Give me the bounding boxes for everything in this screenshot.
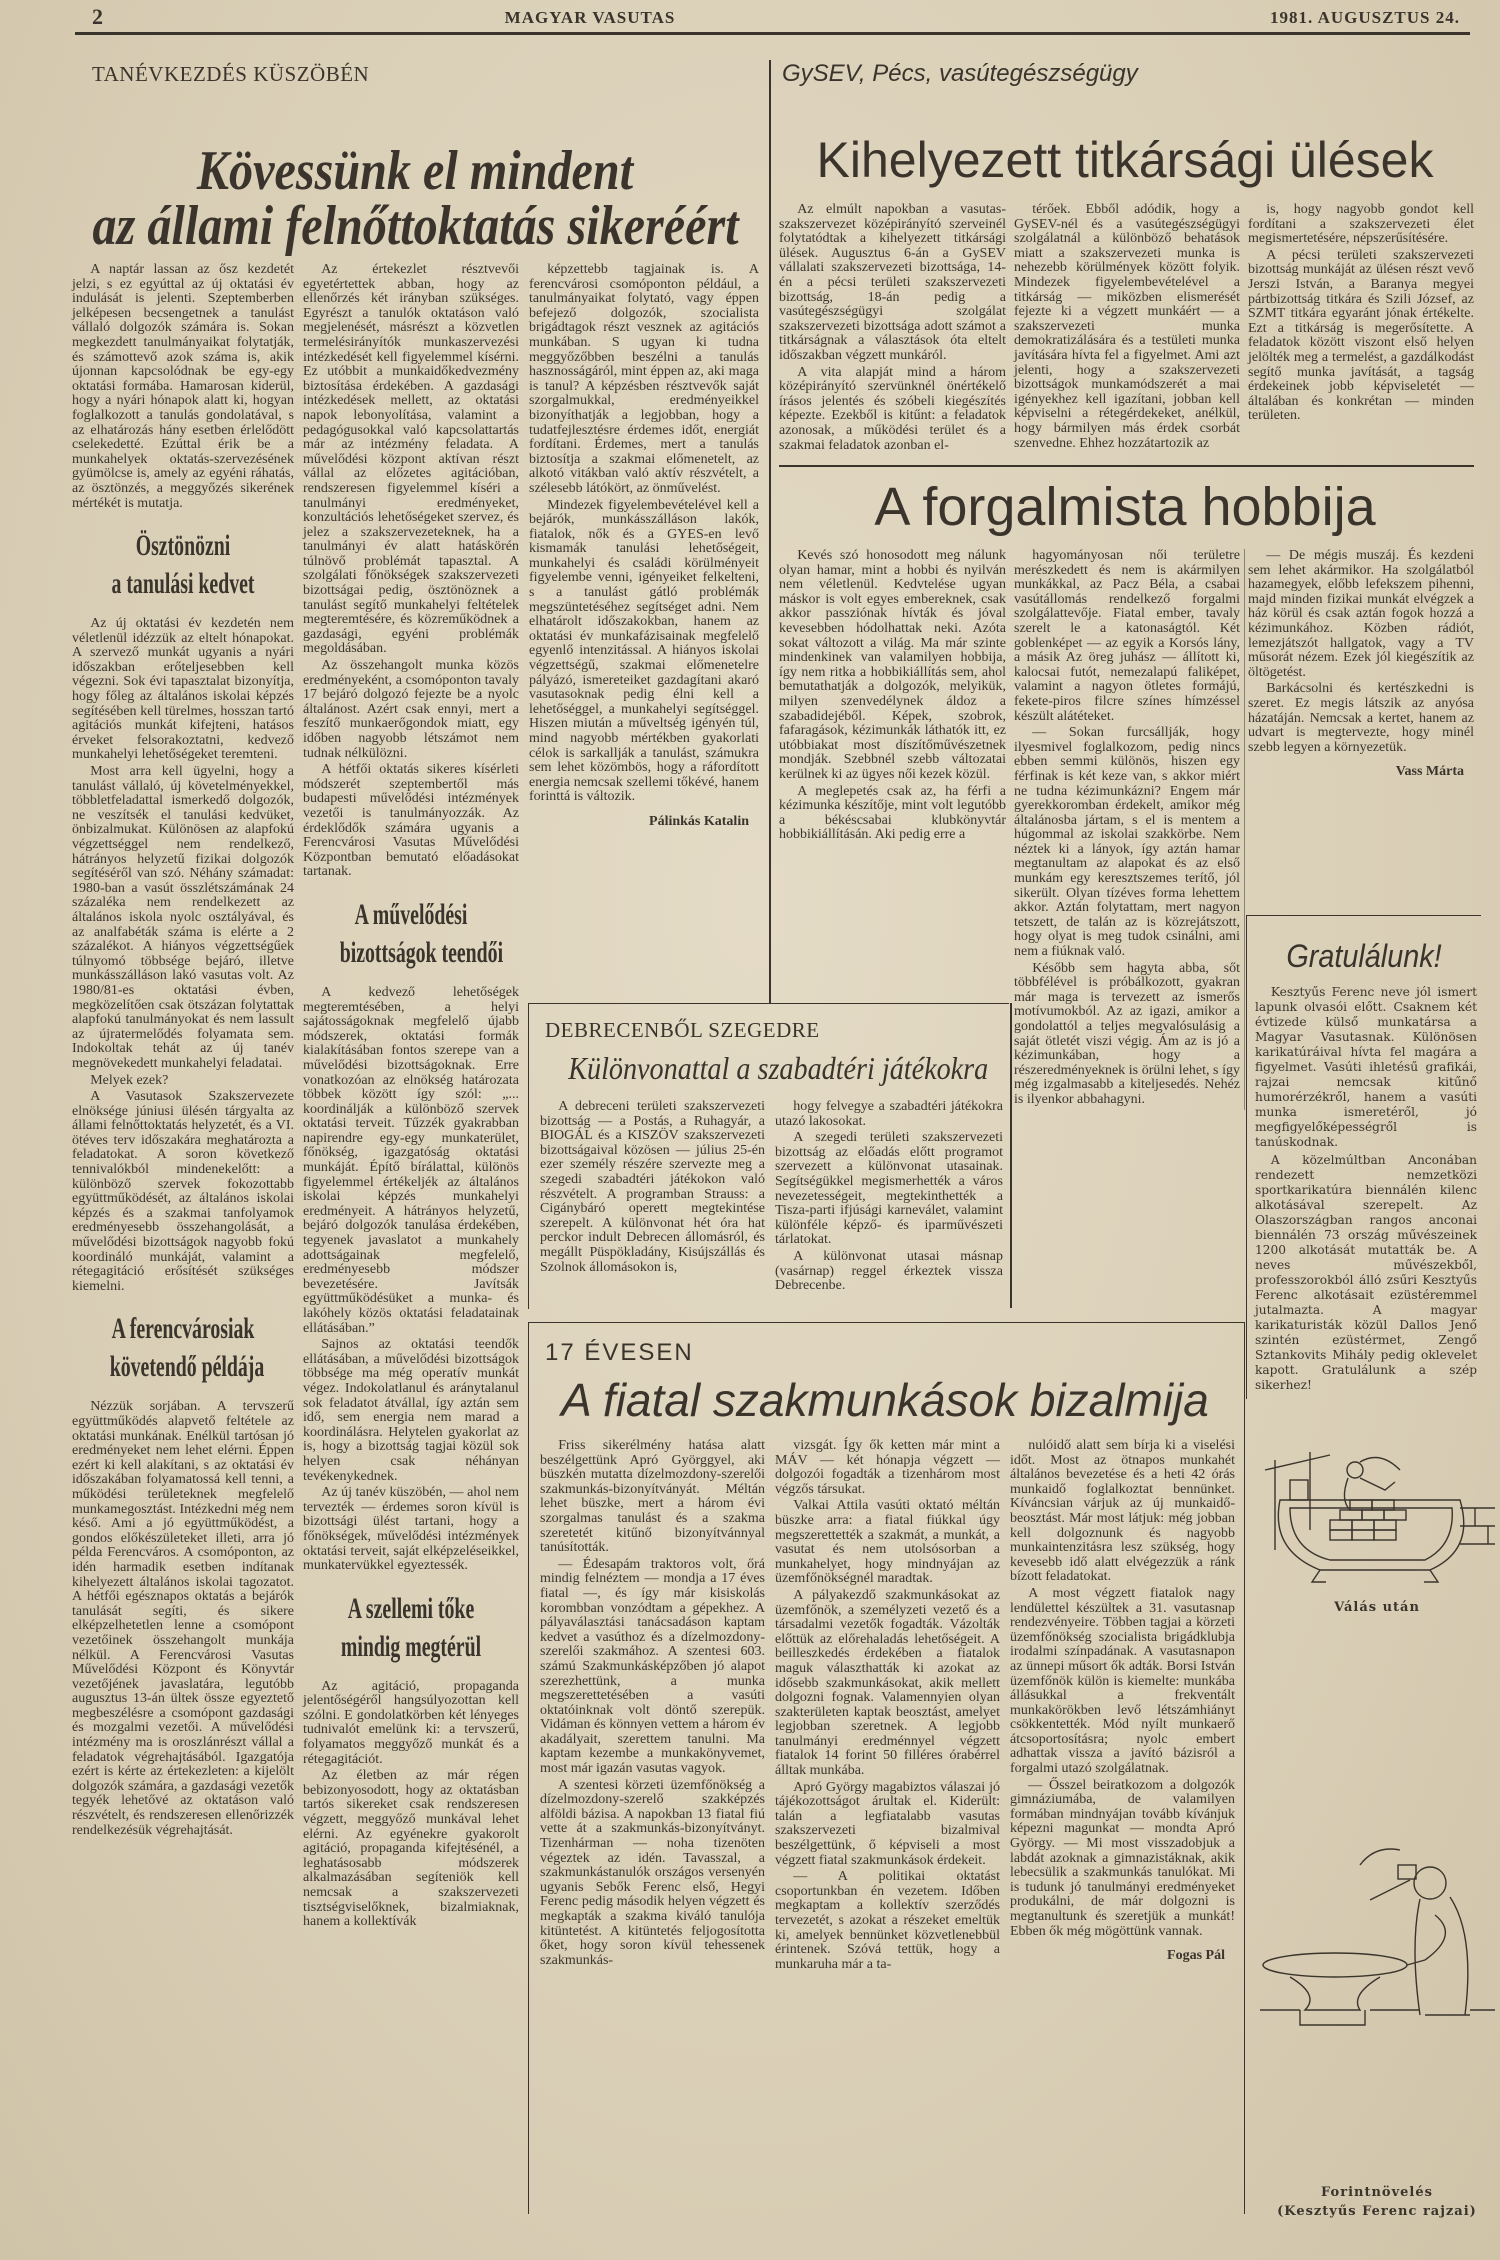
section-rule	[779, 465, 1474, 467]
subheading-line: mindig megtérül	[340, 1629, 482, 1663]
issue-date: 1981. AUGUSZTUS 24.	[1270, 8, 1460, 27]
tanev-kicker: TANÉVKEZDÉS KÜSZÖBÉN	[92, 62, 370, 86]
paragraph: Nézzük sorjában. A tervszerű együttműködés alapvető feltétele az oktatási munkának. Enélkül tartósan jó eredményeket nem lehet elérni. Éppen ezért ki kell alakítani, s az oktatási év időszakában folyamatossá kell tenni, a működési területeknek megfelelő munkamegosztást. Intézkedni még nem késő. Ami a jó együttműködést, a gondos előkészületeket illeti, arra jó példa Ferencváros. A csomóponton, az idén harmadik esetben indítanak kihelyezett általános iskolai tagozatot. A hétfői egésznapos oktatás a bejárók tanulását segíti, és sikere elképzelhetetlen lenne a csomópont vezetőinek összehangolt munkája nélkül. A Ferencvárosi Vasutas Művelődési Központ és Könyvtár vezetőjének javaslatára, legutóbb augusztus 13-án ültek össze egyeztető megbeszélésre a csomópont gazdasági és mozgalmi vezetői. A művelődési intézmény ma is oroszlánrészt vállal a feladatok végrehajtásából. Igazgatója ezért is kérte az értekezleten: a kijelölt dolgozók számára, a gazdasági vezetők tegyék lehetővé az oktatáson való részvételt, és rendszeresen ellenőrizzék rendelkezésük végrehajtását.	[72, 1399, 294, 1838]
blacksmith-coin-cartoon	[1260, 1825, 1495, 2035]
paragraph: Melyek ezek?	[90, 1072, 169, 1088]
debrecen-column-1	[540, 1100, 765, 1277]
paragraph: A hétfői oktatás sikeres kísérleti módszerét szeptembertől más budapesti művelődési intézmények vezetői is tanulmányozzák. Az érdeklődők számára ugyanis a Ferencvárosi Vasutas Művelődési Központban bemutató előadásokat tartanak.	[303, 762, 519, 880]
subheading	[339, 896, 504, 972]
byline: Pálinkás Katalin	[649, 813, 749, 829]
evesen-column-2	[775, 1439, 1000, 1974]
hobbi-column-2	[1014, 549, 1240, 1110]
paragraph: Sajnos az oktatási teendők ellátásában, a művelődési bizottságok többsége ma még operatív munkát végez. Indokolatlanul és aránytalanul sok feladatot átvállal, így aztán sem idő, sem energia nem marad a koordinálásra. Helytelen gyakorlat az is, hogy a bizottság tagjai közül sok helyen csak néhányan tevékenykednek.	[303, 1337, 519, 1484]
paragraph: Mindezek figyelembevételével kell a bejárók, munkásszálláson lakók, fiatalok, nők és a GYES-en levő kismamák tanulási lehetőségeit, munkahelyi és családi körülményeit figyelembe venni, igényeiket felkelteni, s a tanulást gátló problémák megszüntetéséhez segítséget adni. Nem elhatárolt időszakokban, hanem az oktatási év munkafázisainak megfelelő egyenlő intenzitással. A hiányos iskolai végzettségű, szakmai előmenetelre pályázó, ismereteiket gazdagítani akaró vasutasoknak pedig élni kell a lehetőséggel, a munkahelyi segítséggel. Hiszen miután a műveltség igényén túl, mind nagyobb mértékben gyakorlati célok is sarkallják a tanulást, számukra sem lehet közömbös, hogy a ráfordított energia nemcsak szellemi tőkévé, hanem forinttá is változik.	[529, 497, 759, 805]
debrecen-headline: Különvonattal a szabadtéri játékokra	[568, 1050, 989, 1086]
paragraph: A közelmúltban Anconában rendezett nemzetközi sportkarikatúra biennálén kilenc alkotásával szerepelt. Az Olaszországban rangos anconai biennálén 73 ország művészeinek 1200 alkotását mutatták be. A neves művészekből, professzorokból álló zsűri Kesztyűs Ferenc alkotásait ezüstéremmel jutalmazta. A magyar karikaturisták közül Dallos Jenő szintén ezüstérmet, Zengő Sztankovits Mihály pedig oklevelet kapott. Gratulálunk a szép sikerhez!	[1255, 1153, 1477, 1392]
paragraph: — Ősszel beiratkozom a dolgozók gimnáziumába, de valamilyen formában mindnyájan tovább kívánjuk képezni magunkat — mondta Apró György. — Mi most visszadobjuk a labdát azoknak a gimnazistáknak, akik lebecsülik a szakmunkás tanulókat. Mi is tudunk jó tanulmányi eredményeket produkálni, de már dolgozni is megtanultunk és szeretjük a munkát! Ebben ők még mögöttünk vannak.	[1010, 1777, 1235, 1939]
subheading-line: A szellemi tőke	[347, 1591, 475, 1625]
gysev-kicker: GySEV, Pécs, vasútegészségügy	[782, 60, 1138, 87]
cartoon-credit: (Kesztyűs Ferenc rajzai)	[1277, 2204, 1477, 2219]
subheading	[110, 527, 257, 603]
masthead-rule	[75, 32, 1470, 35]
paragraph: Kesztyűs Ferenc neve jól ismert lapunk olvasói előtt. Csaknem két évtizede külső munkatársa a Magyar Vasutasnak. Különösen karikatúráival hívta fel magára a figyelmet. Vasúti ihletésű grafikái, rajzai nemcsak kitűnő humorérzékről, hanem a vasúti munka ismeretéről, jó megfigyelőképességről is tanúskodnak.	[1255, 985, 1477, 1149]
debrecen-divider	[1010, 1003, 1012, 1308]
subheading-line: A művelődési	[354, 897, 468, 931]
tanev-headline-line1: Kövessünk el mindent	[196, 140, 634, 202]
paragraph: Később sem hagyta abba, sőt többfélével is próbálkozott, gyakran már maga is tervezett az ismerős motívumokból. Az az igazi, amikor a gondolattól a teljes megvalósulásig a saját ötletét viszi végig. Ám az is jó a kézimunkában, hogy a részeredményeknek is örülni lehet, s így még izgalmasabb a kiteljesedés. Nehéz is ilyenkor abbahagyni.	[1014, 960, 1240, 1107]
page-number: 2	[92, 4, 104, 29]
paragraph: A naptár lassan az ősz kezdetét jelzi, s ez egyúttal az új oktatási év indulását is jelenti. Szeptemberben jelképesen becsengetnek a tanulást vállaló dolgozók számára is. Sokan megkezdett tanulmányaikat folytatják, és számottevő azok száma is, akik újonnan kapcsolódnak be egy-egy oktatási formába. Hamarosan kiderül, hogy a nyári hónapok alatt ki, hogyan foglalkozott a tanulás gondolatával, s az elhatározás hány esetben érlelődött cselekedetté. Ezúttal érik be a munkahelyek oktatás-szervezésének gyümölcse is, amely az egyéni ráhatás, az ösztönzés, a meggyőzés sikerének mértékét is mutatja.	[72, 262, 294, 511]
evesen-column-1	[540, 1439, 765, 1970]
paragraph: Az új tanév küszöbén, — ahol nem tervezték — érdemes soron kívül is bizottsági ülést tartani, hogy a főnökségek, művelődési intézmények oktatási terveit, saját elképzeléseikkel, munkatervükkel egyeztessék.	[303, 1485, 519, 1574]
paragraph: — Édesapám traktoros volt, őrá mindig felnéztem — mondja a 17 éves fiatal —, és így már kisiskolás korombban vonzódtam a gépekhez. A pályaválasztási tanácsadáson kaptam kedvet a vasúthoz és a dízelmozdony-szerelői szakmához. A szentesi 603. számú Szakmunkásképzőben jó alapot szerezhettünk, a munka megszerettetésében a vasúti oktatóinknak volt döntő szerepük. Vidáman és könnyen vettem a három év akadályait, szerettem tanulni. Ma kaptam kezembe a munkakönyvemet, most már igazán vasutas vagyok.	[540, 1556, 765, 1777]
debrecen-column-2	[775, 1100, 1003, 1296]
evesen-kicker: 17 ÉVESEN	[545, 1339, 694, 1366]
subheading	[109, 1310, 265, 1386]
tanev-headline-line2: az állami felnőttoktatás sikeréért	[92, 195, 739, 257]
byline: Vass Márta	[1395, 764, 1464, 780]
hobbi-column-3	[1248, 549, 1474, 780]
debrecen-kicker: DEBRECENBŐL SZEGEDRE	[545, 1018, 820, 1042]
tanev-column-2	[303, 263, 519, 1932]
paragraph: A vita alapját mind a három középirányító szervünknél önértékelő írásos jelentés és szóbeli kiegészítés képezte. Ezekből is kitűnt: a feladatok azonosak, a működési terület és a szakmai feladatok azonban el-	[779, 364, 1006, 453]
gysev-headline: Kihelyezett titkársági ülések	[816, 132, 1434, 188]
paragraph: hogy felvegye a szabadtéri játékokra utazó lakosokat.	[775, 1099, 1003, 1129]
paragraph: Valkai Attila vasúti oktató méltán büszke arra: a fiatal fiúkkal úgy megszerettették a szakmát, a munkát, a vasutat és nem utolsósorban a munkahelyet, hogy mindnyájan az üzemfőnökségnél maradtak.	[775, 1498, 1000, 1587]
gysev-column-3	[1248, 203, 1474, 426]
hobbi-divider	[1244, 549, 1245, 1110]
hobbi-headline: A forgalmista hobbija	[874, 477, 1376, 537]
paragraph: A pécsi területi szakszervezeti bizottság munkáját az ülésen részt vevő Jerszi István, a Baranya megyei pártbizottság titkára és Szili József, az SZMT titkára egyaránt jónak értékelte. Ezt a titkárság is megerősítette. A feladatok között viszont első helyen jelölték meg a termelést, a gazdálkodást segítő munka javítását, a tagság érdekeinek jobb képviseletét — általában és konkrétan — minden területen.	[1248, 247, 1474, 424]
tanev-column-3	[529, 263, 759, 830]
gysev-column-2	[1014, 203, 1240, 453]
paragraph: Az értekezlet résztvevői egyetértettek abban, hogy az ellenőrzés két irányban szükséges. Egyrészt a tanulók oktatáson való megjelenését, másrészt a közvetlen termelésirányítók munkaszervezési intézkedését kell figyelemmel kísérni. Ez utóbbit a munkaidőkedvezmény biztosítása érdekében. A gazdasági intézkedések mellett, az oktatási napok lebonyolítása, valamint a pedagógusokkal való kapcsolattartás már az intézmény feladata. A művelődési központ aktívan részt vállal az előzetes agitációban, rendszeresen figyelemmel kíséri a tanulmányi eredményeket, konzultációs lehetőségeket szervez, és jelez a szakszervezeteknek, ha a tanulmányi év alatt hatáskörén túlnövő problémát tapasztal. A szolgálati főnökségek szakszervezeti bizottságai pedig, ösztönöznek a tanulást segítő munkahelyi feltételek megteremtésére, és közreműködnek a gazdasági, egyéni problémák megoldásában.	[303, 262, 519, 657]
subheading-line: bizottságok teendői	[339, 935, 504, 969]
subheading	[340, 1590, 483, 1666]
subheading-line: a tanulási kedvet	[111, 567, 255, 601]
paragraph: Az összehangolt munka közös eredményeként, a csomóponton tavaly 17 bejáró dolgozó fejezte be a nyolc általánost. Azért csak ennyi, mert a feszítő munkaerőgondok miatt, egy időben nagyobb létszámot nem tudnak nélkülözni.	[303, 658, 519, 761]
paragraph: Kevés szó honosodott meg nálunk olyan hamar, mint a hobbi és nyilván nem véletlenül. Kedvtelése ugyan máskor is volt egyes embereknek, csak akkor passziónak hívták és jóval kevesebben hódolhattak neki. Azóta sokat változott a világ. Ma már szinte mindenkinek van valamilyen hobbija, így nem ritka a hobbikiállítás sem, ahol bemutathatják a dolgozók, melyikük, milyen szenvedélynek áldoz a szabadidejéből. Képek, szobrok, fafaragások, kézimunkák láthatók itt, ez utóbbiakat most díszítőművészetnek mondják. Szebbnél szebb változatai kerülnek ki az ügyes női kezek közül.	[779, 548, 1006, 782]
paragraph: nulóidő alatt sem bírja ki a viselési időt. Most az ötnapos munkahét általános bevezetése és a heti 42 órás munkaidő foglalkoztat bennünket. Kíváncsian várjuk az új munkaidő-beosztást. Már most látjuk: még jobban kell dolgoznunk és nagyobb munkaintenzitásra lesz szükség, hogy kevesebb idő alatt elvégezzük a ránk bízott feladatokat.	[1010, 1438, 1235, 1585]
paragraph: A debreceni területi szakszervezeti bizottság — a Postás, a Ruhagyár, a BIOGÁL és a KISZÖV szakszervezeti bizottságaival közösen — július 25-én ezer személy részére szervezte meg a szegedi szabadtéri játékokon való részvételt. A programban Strauss: a Cigánybáró operett megtekintése szerepelt. A különvonat hét óra hat perckor indult Debrecen állomásról, és megállt Püspökladány, Kisújszállás és Szolnok állomásokon is,	[540, 1099, 765, 1275]
paragraph: térőek. Ebből adódik, hogy a GySEV-nél és a vasútegészségügyi szolgálatnál a különböző behatások miatt a szakszervezeti munka is nehezebb körülmények között folyik. Mindezek figyelembevételével a titkárság — miközben elismerését fejezte ki a végzett munkáért — a szakszervezeti munka demokratizálására és a testületi munka javítására hívta fel a figyelmet. Ami azt jelenti, hogy a szakszervezeti bizottságok munkamódszerét a mai igényekhez kell igazítani, jobban kell képviselni a rétegérdekeket, anélkül, hogy bármilyen más érdek csorbát szenvedne. Ehhez hozzátartozik az	[1014, 202, 1240, 451]
paragraph: — Sokan furcsállják, hogy ilyesmivel foglalkozom, pedig nincs ebben semmi különös, hiszen egy férfinak is két keze van, s akkor miért ne tudna kézimunkázni? Engem már gyerekkoromban érdekelt, amikor még általánosba jártam, s el is mentem a húgommal az iskolai szakkörbe. Nem néztek ki a lányok, így aztán hamar megtanultam az alapokat és az első munkám egy keresztszemes terítő, jól sikerült. Olyan tízéves forma lehettem akkor. Aztán folytattam, mert nagyon tetszett, de talán az is közrejátszott, hogy olyat is meg tudok csinálni, ami nem a fiúknak való.	[1014, 725, 1240, 960]
subheading-line: A ferencvárosiak	[111, 1312, 255, 1346]
paragraph: A meglepetés csak az, ha férfi a kézimunka készítője, mint volt legutóbb a békéscsabai klubkönyvtár hobbikiállításán. Aki pedig erre a	[779, 783, 1006, 843]
paragraph: A szentesi körzeti üzemfőnökség a dízelmozdony-szerelő szakképzés alföldi bázisa. A napokban 13 fiatal fiú vette át a szakmunkás-bizonyítványt. Tizenhárman — noha tizenöten végeztek az idén. Tavasszal, a szakmunkástanulók országos versenyén ugyanis Sebők Ferenc első, Hegyi Ferenc pedig második helyen végzett és megkapták a szakma kiváló tanulója kitüntetést. A kitüntetés feljogosította őket, hogy soron kívül tehessenek szakmunkás-	[540, 1777, 765, 1968]
paragraph: Az új oktatási év kezdetén nem véletlenül idézzük az eltelt hónapokat. A szervező munkát ugyanis a nyári időszakban erőteljesebben kell végezni. Sok évi tapasztalat bizonyítja, hogy főleg az általános iskolai képzés segítésében kell türelmes, hosszan tartó agitációs munkát kifejteni, hatásos érveket felsorakoztatni, kedvező munkahelyi lehetőségeket teremteni.	[72, 616, 294, 763]
evesen-column-3	[1010, 1439, 1235, 1964]
evesen-headline: A fiatal szakmunkások bizalmija	[561, 1374, 1209, 1426]
hobbi-column-1	[779, 549, 1006, 845]
paragraph: A most végzett fiatalok nagy lendülettel készültek a 31. vasutasnap rendezvényeire. Többen tagjai a körzeti üzemfőnökség szocialista brigádklubja irodalmi színpadának. A vasutasnapon az ünnepi műsort ők adták. Borsi István üzemfőnök külön is kiemelte: munkába állásukkal a frekventált munkakörökben levő létszámhiányt csökkentették. Mód nyílt munkaerő átcsoportosításra; nyolc embert adhattak vissza a javító bázisról a forgalmi utazó szolgálatnak.	[1010, 1585, 1235, 1777]
paragraph: hagyományosan női területre merészkedett és nem is akármilyen munkákkal, az Pacz Béla, a csabai vasútállomás rendelkező forgalmi szolgálattevője. Fiatal ember, tavaly szerelt le a katonaságtól. Két goblenképet — az egyik a Korsós lány, a másik Az öreg juhász — állított ki, kalocsai futót, nemezalapú faliképet, valamint a nagyon ötletes formájú, fekete-piros filcre színes hímzéssel készült alátéteket.	[1014, 548, 1240, 724]
cartoon-caption-2: Forintnövelés	[1321, 2185, 1433, 2200]
byline: Fogas Pál	[1167, 1948, 1225, 1964]
paragraph: Az életben az már régen bebizonyosodott, hogy az oktatásban tartós sikereket csak rendszeresen végzett, meggyőző munkával lehet elérni. Az egyénekre gyakorolt agitáció, propaganda kifejtésénél, a leghatásosabb módszerek alkalmazásában segíteniök kell nemcsak a szakszervezeti tisztségviselőknek, bizalmiaknak, hanem a kollektívák	[303, 1768, 519, 1930]
paragraph: Friss sikerélmény hatása alatt beszélgettünk Apró Györggyel, aki büszkén mutatta dízelmozdony-szerelői szakmunkás-bizonyítványát. Méltán lehet büszke, mert a három évi szorgalmas tanulást és a szakma szeretetét kitűnő bizonyítvánnyal tanúsították.	[540, 1438, 765, 1556]
tanev-column-1	[72, 263, 294, 1840]
paragraph: is, hogy nagyobb gondot kell fordítani a szakszervezeti élet megismertetésére, népszerűsítésére.	[1248, 202, 1474, 247]
paragraph: A kedvező lehetőségek megteremtésében, a helyi sajátosságoknak megfelelő újabb módszerek, oktatási formák kialakításában fontos szerepe van a művelődési bizottságoknak. Erre vonatkozóan az elnökség határozata többek között így szól: „... koordinálják a különböző szervek oktatási terveit. Tűzzék gyakrabban napirendre egy-egy munkaterület, főnökség, igazgatóság oktatási munkáját. Építő bírálattal, különös figyelemmel értékeljék az általános iskolai képzés munkahelyi eredményeit. A hátrányos helyzetű, bejáró dolgozók tanulása érdekében, tegyenek javaslatot a munkahely adottságainak megfelelő, eredményesebb módszer bevezetésére. Javítsák együttműködésüket a munka- és lakóhely közös oktatási feladatainak ellátásában.”	[303, 984, 519, 1336]
paragraph: vizsgát. Így ők ketten már mint a MÁV — két hónapja végzett — dolgozói fogadták a tizenhárom most végzős társukat.	[775, 1438, 1000, 1497]
subheading-line: Ösztönözni	[135, 529, 231, 563]
paper-name: MAGYAR VASUTAS	[504, 8, 676, 27]
paragraph: Apró György magabiztos válaszai jó tájékozottságot árultak el. Kiderült: talán a legfiatalabb vasutas szakszervezeti bizalmival beszélgettünk, ő képviseli a most végzett fiatal szakmunkások érdekeit.	[775, 1779, 1000, 1868]
gratulalunk-text	[1247, 975, 1481, 1393]
gysev-column-1	[779, 203, 1006, 455]
paragraph: képzettebb tagjainak is. A ferencvárosi csomóponton például, a tanulmányaikat folytató, vagy éppen befejező dolgozók, szocialista brigádtagok részt vesznek az agitációs munkában. S ugyan ki tudna meggyőzőbben beszélni a tanulás hasznosságáról, mint éppen az, aki maga is tanul? A képzésben résztvevők saját szorgalmukkal, eredményeikkel bizonyíthatják a legjobban, hogy a tudatfejlesztésre érdemes időt, energiát fordítani. Érdemes, mert a tanulás biztosítja a szakmai előmenetelt, az alkotó vitákban való aktív részvételt, a szélesebb látókört, az önművelést.	[529, 262, 759, 496]
paragraph: A Vasutasok Szakszervezete elnöksége júniusi ülésén tárgyalta az állami felnőttoktatás helyzetét, és a VI. ötéves terv időszakára meghatározta a feladatokat. A soron következő tennivalókból mindenekelőtt: a különböző szervek fokozottabb együttműködését, az általános iskolai képzés és a szakmai tanfolyamok eredményesebb összehangolását, a művelődési bizottságok nagyobb fokú koordináló munkáját, valamint a rétegagitáció erősítését szükséges kiemelni.	[72, 1089, 294, 1294]
paragraph: A különvonat utasai másnap (vasárnap) reggel érkeztek vissza Debrecenbe.	[775, 1248, 1003, 1294]
paragraph: Most arra kell ügyelni, hogy a tanulást vállaló, új követelményekkel, többletfeladattal ismerkedő dolgozók, ne veszítsék el tanulási kedvüket, önbizalmukat. Különösen az alapfokú végzettséggel nem rendelkező, hátrányos helyzetű fizikai dolgozók segítéséről van szó. Néhány számadat: 1980-ban a vasút összlétszámának 24 százaléka nem rendelkezett az általános iskola nyolc osztályával, és az analfabéták száma is elérte a 2 százalékot. A hiányos végzettségűek túlnyomó többsége bejáró, illetve munkásszálláson lakó vasutas volt. Az 1980/81-es oktatási évben, megközelítően csak ötszázan folytattak alapfokú tanulmányokat és nem lassult az újratermelődés folyamata sem. Indokoltak tehát az új tanév megnövekedett munkahelyi feladatai.	[72, 764, 294, 1071]
column-divider	[769, 60, 771, 1003]
gratulalunk-headline: Gratulálunk!	[1286, 938, 1442, 974]
paragraph: — A politikai oktatást csoportunkban én vezetem. Időben megkaptam a kollektív szerződés tervezetét, s azokat a részeket emeltük ki, amelyek bennünket közvetlenebbül érintenek. Szóvá tettük, hogy a munkaruha már a ta-	[775, 1869, 1000, 1972]
paragraph: Barkácsolni és kertészkedni is szeret. Ez megis látszik az anyósa házatáján. Nemcsak a kertet, hanem az udvart is megtervezte, hogy minél szebb legyen a környezetük.	[1248, 681, 1474, 755]
paragraph: A pályakezdő szakmunkásokat az üzemfőnök, a személyzeti vezető és a társadalmi vezetők fogadták. Vázolták előttük az előrehaladás lehetőségeit. A beilleszkedés érdekében a fiatalok maguk választhatták ki azokat az idősebb szakmunkásokat, akik mellett dolgozni fognak. Valamennyien olyan szakterületen kaptak beosztást, amelyet legjobban szeretnek. A legjobb tanulmányi eredménnyel végzett fiatalok 14 forint 50 filléres órabérrel álltak munkába.	[775, 1587, 1000, 1779]
paragraph: — De mégis muszáj. És kezdeni sem lehet akármikor. Ha szolgálatból hazamegyek, előbb lefekszem pihenni, majd minden fizikai munkát elvégzek a ház körül és csak aztán fogok hozzá a kézimunkához. Közben rádiót, lemezjátszót hallgatok, vagy a TV műsorát nézem. Ezek jól kiegészítik az öltögetést.	[1248, 548, 1474, 680]
gratulalunk-box	[1246, 915, 1481, 1399]
bathtub-wall-cartoon	[1260, 1430, 1495, 1595]
paragraph: A szegedi területi szakszervezeti bizottság az előadás előtt programot szervezett a különvonat utasainak. Segítségükkel megismerhették a város nevezetességeit, megtekinthették a Tisza-parti ifjúsági karneválet, valamint különféle képző- és iparművészeti tárlatokat.	[775, 1130, 1003, 1248]
cartoon-caption-1: Válás után	[1334, 1600, 1420, 1615]
subheading-line: követendő példája	[109, 1350, 265, 1384]
paragraph: Az agitáció, propaganda jelentőségéről hangsúlyozottan kell szólni. E gondolatkörben két lényeges tudnivalót emelünk ki: a tervszerű, folyamatos meggyőző munkát és a rétegagitációt.	[303, 1678, 519, 1767]
paragraph: Az elmúlt napokban a vasutas-szakszervezet középirányító szerveinél folytatódtak a kihelyezett titkársági ülések. Augusztus 6-án a GySEV vállalati szakszervezeti bizottsága, 14-én a pécsi területi szakszervezeti bizottság, 18-án pedig a vasútegészségügyi szolgálat szakszervezeti bizottsága adott számot a titkárságnak a választások óta eltelt időszakban végzett munkáról.	[779, 202, 1006, 363]
